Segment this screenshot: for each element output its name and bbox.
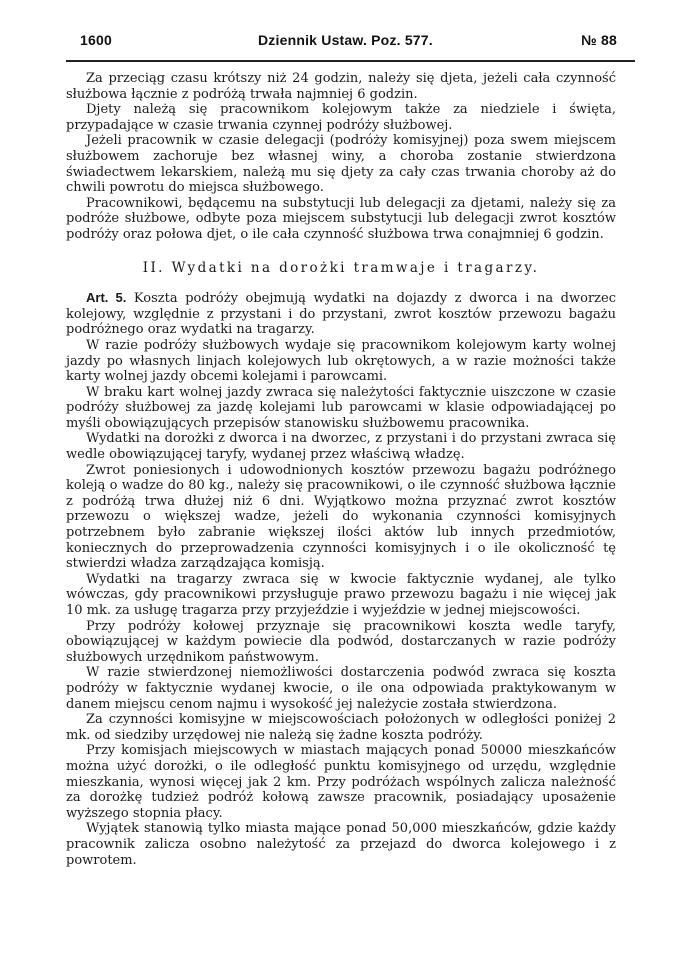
paragraph: Przy podróży kołowej przyznaje się pracownikowi koszta wedle taryfy, obowiązującej w każdym powiecie dla podwód, dostarczanych w razie podróży służbowych urzędnikom państwowym. [66,618,616,665]
running-title: Dziennik Ustaw. Poz. 577. [258,32,433,48]
paragraph: Przy komisjach miejscowych w miastach mających ponad 50000 mieszkańców można użyć dorożki, o ile odległość punktu komisyjnego od urzędu, względnie mieszkania, wynosi więcej jak 2 km. Przy podróżach wspólnych zalicza należność za dorożkę tudzież podróż kołową zawsze pracownik, posiadający uposażenie wyższego stopnia płacy. [66,743,616,821]
paragraph: Za przeciąg czasu krótszy niż 24 godzin, należy się djeta, jeżeli cała czynność służbowa łącznie z podróżą trwała najmniej 6 godzin. [66,71,616,102]
paragraph: Jeżeli pracownik w czasie delegacji (podróży komisyjnej) poza swem miejscem służbowem zachoruje bez własnej winy, a choroba zostanie stwierdzona świadectwem lekarskiem, należą mu się djety za cały czas trwania choroby aż do chwili powrotu do miejsca służbowego. [66,133,616,196]
issue-number: № 88 [581,32,617,48]
paragraph: Djety należą się pracownikom kolejowym także za niedziele i święta, przypadające w czasie trwania czynnej podróży służbowej. [66,102,616,133]
page-number: 1600 [80,32,112,48]
paragraph: W braku kart wolnej jazdy zwraca się należytości faktycznie uiszczone w czasie podróży służbowej za jazdę kolejami lub parowcami w klasie odpowiadającej po myśli obowiązujących przepisów stanowisku służbowemu pracownika. [66,384,616,431]
paragraph: Pracownikowi, będącemu na substytucji lub delegacji za djetami, należy się za podróże służbowe, odbyte poza miejscem substytucji lub delegacji zwrot kosztów podróży oraz połowa djet, o ile cała czynność służbowa trwa conajmniej 6 godzin. [66,195,616,242]
article-text: Koszta podróży obejmują wydatki na dojazdy z dworca i na dworzec kolejowy, względnie z przystani i do przystani, zwrot kosztów przewozu bagażu podróżnego oraz wydatki na tragarzy. [66,291,616,338]
article-number: Art. 5. [86,290,127,306]
paragraph: W razie podróży służbowych wydaje się pracownikom kolejowym karty wolnej jazdy po własnych linjach kolejowych lub okrętowych, a w razie możności także karty wolnej jazdy obcemi kolejami i parowcami. [66,337,616,385]
paragraph: Wyjątek stanowią tylko miasta mające ponad 50,000 mieszkańców, gdzie każdy pracownik zalicza osobno należytość za przejazd do dworca kolejowego i z powrotem. [66,821,616,868]
paragraph: W razie stwierdzonej niemożliwości dostarczenia podwód zwraca się koszta podróży w faktycznie wydanej kwocie, o ile ona odpowiada praktykowanym w danem miejscu cenom najmu i wysokość jej należycie została stwierdzona. [66,665,616,712]
paragraph: Zwrot poniesionych i udowodnionych kosztów przewozu bagażu podróżnego koleją o wadze do 80 kg., należy się pracownikowi, o ile czynność służbowa łącznie z podróżą trwa dłużej niż 6 dni. Wyjątkowo można przyznać zwrot kosztów przewozu o większej wadze, jeżeli do wykonania czynności komisyjnych potrzebnem było zabranie większej ilości aktów lub innych przedmiotów, koniecznych do przeprowadzenia czynności komisyjnych i o ile okoliczność tę stwierdzi władza zarządzająca komisją. [66,462,616,572]
paragraph: Za czynności komisyjne w miejscowościach położonych w odległości poniżej 2 mk. od siedziby urzędowej nie należą się żadne koszta podróży. [66,712,616,743]
body-text [66,71,616,868]
header-rule [66,60,635,62]
article-first-paragraph [66,290,616,338]
section-heading: II. Wydatki na dorożki tramwaje i tragarzy. [142,259,540,276]
paragraph: Wydatki na dorożki z dworca i na dworzec, z przystani i do przystani zwraca się wedle obowiązującej taryfy, wydanej przez właściwą władzę. [66,431,616,463]
paragraph: Wydatki na tragarzy zwraca się w kwocie faktycznie wydanej, ale tylko wówczas, gdy pracownikowi przysługuje prawo przewozu bagażu i nie więcej jak 10 mk. za usługę tragarza przy przyjeździe i wyjeździe w jednej miejscowości. [66,571,616,618]
page-header [80,32,617,54]
